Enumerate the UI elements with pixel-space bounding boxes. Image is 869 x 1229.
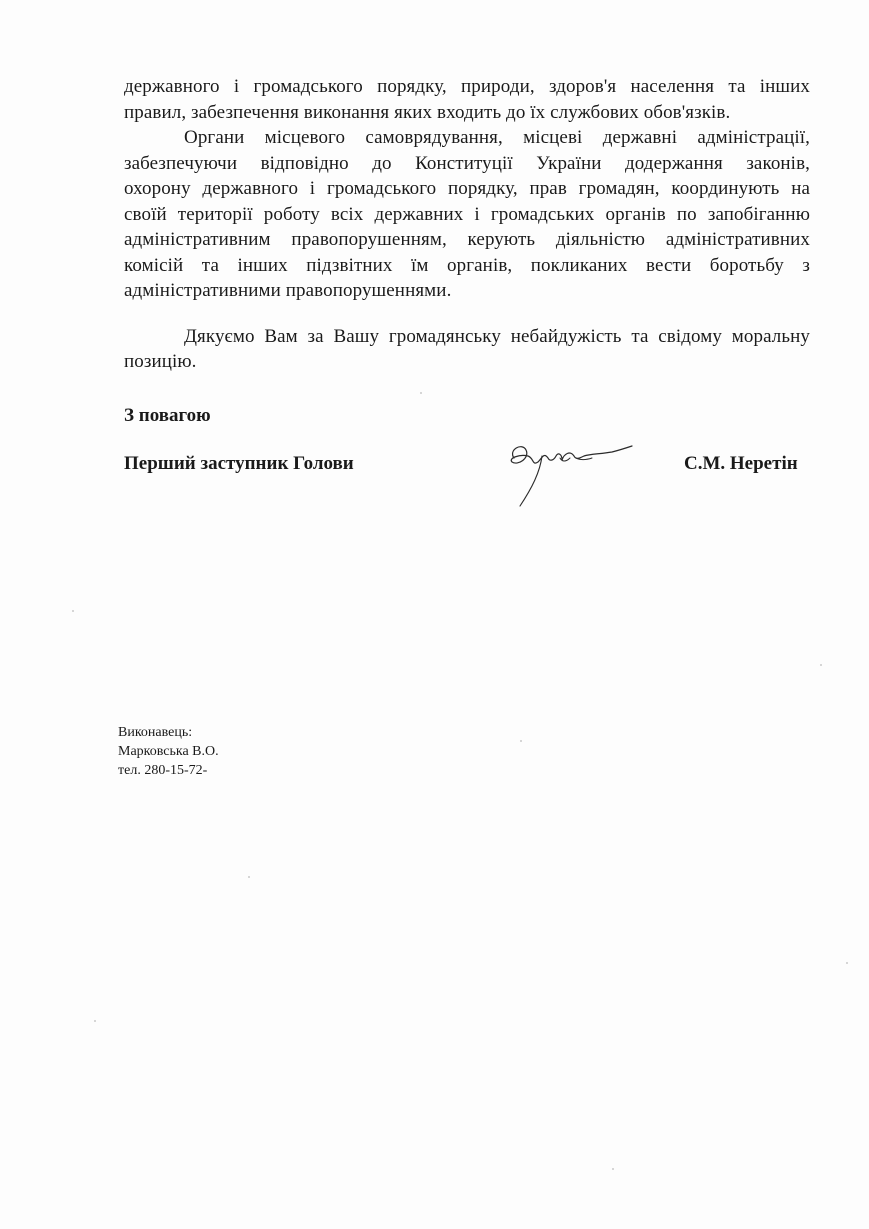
text-line: охорону державного і громадського порядку, прав громадян, координують на xyxy=(124,178,810,199)
scan-speck xyxy=(72,610,74,612)
executor-label: Виконавець: xyxy=(118,725,193,740)
executor-block xyxy=(118,723,219,780)
letter-body xyxy=(124,74,810,375)
closing-phrase: З повагою xyxy=(124,405,211,426)
text-line: Органи місцевого самоврядування, місцеві державні адміністрації, xyxy=(184,127,810,148)
handwritten-signature xyxy=(500,432,640,512)
scan-speck xyxy=(420,392,422,394)
signer-name: С.М. Неретін xyxy=(684,453,798,474)
text-line: Дякуємо Вам за Вашу громадянську небайдужість та свідому моральну xyxy=(184,325,810,347)
scan-speck xyxy=(612,1168,614,1170)
text-line: своїй території роботу всіх державних і громадських органів по запобіганню xyxy=(124,203,810,225)
scan-speck xyxy=(846,962,848,964)
scan-speck xyxy=(520,740,522,742)
paragraph-1 xyxy=(124,74,810,125)
executor-phone: тел. 280-15-72- xyxy=(118,763,208,778)
paragraph-2 xyxy=(124,125,810,304)
scan-speck xyxy=(820,664,822,666)
text-line: адміністративними правопорушеннями. xyxy=(124,280,452,301)
scan-speck xyxy=(248,876,250,878)
text-line: державного і громадського порядку, природи, здоров'я населення та інших xyxy=(124,76,810,97)
text-line: адміністративним правопорушенням, керують діяльністю адміністративних xyxy=(124,229,810,250)
text-line: правил, забезпечення виконання яких входить до їх службових обов'язків. xyxy=(124,101,731,123)
text-line: комісій та інших підзвітних їм органів, покликаних вести боротьбу з xyxy=(124,254,810,276)
signer-position: Перший заступник Голови xyxy=(124,453,354,474)
scan-speck xyxy=(94,1020,96,1022)
executor-name: Марковська В.О. xyxy=(118,744,219,759)
text-line: забезпечуючи відповідно до Конституції України додержання законів, xyxy=(124,152,810,174)
paragraph-3 xyxy=(124,324,810,375)
text-line: позицію. xyxy=(124,351,197,372)
